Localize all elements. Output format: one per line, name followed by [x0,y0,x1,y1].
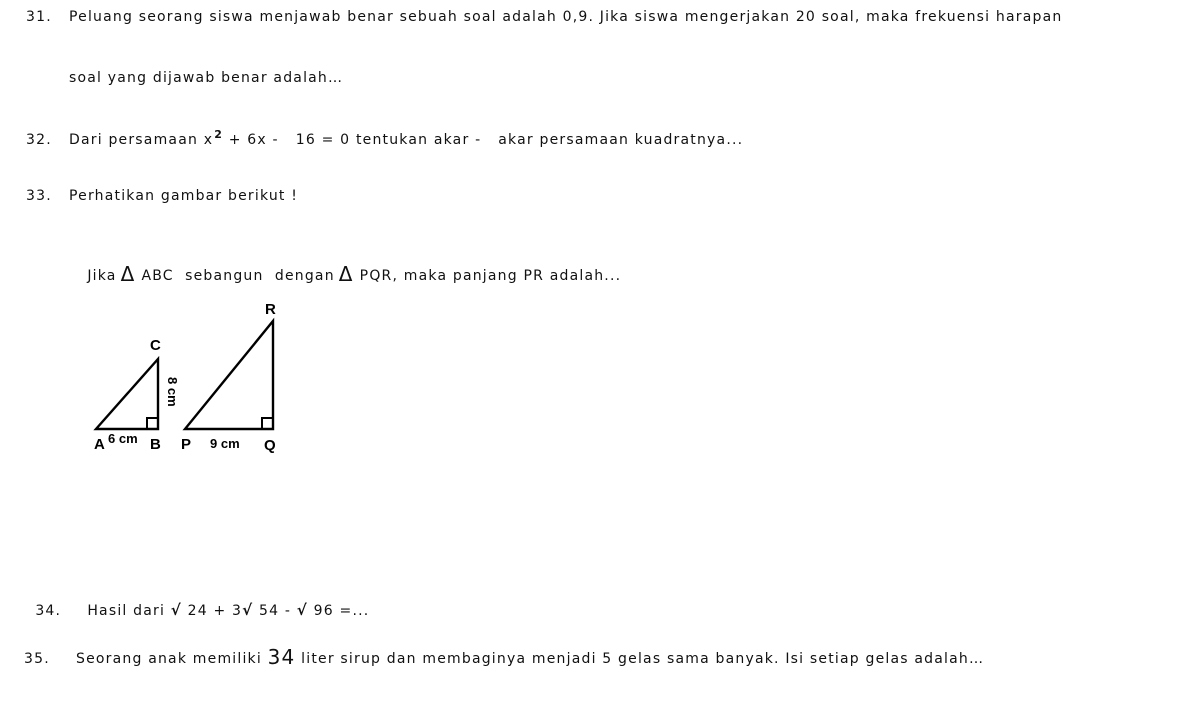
triangle-pqr-outline [185,321,273,429]
label-r: R [265,301,276,318]
triangle-symbol-2: Δ [338,262,354,286]
q31-text-line2: soal yang dijawab benar adalah… [69,70,344,86]
q33-sentence-line [76,246,621,286]
q33-sentence-c: PQR, maka panjang PR adalah... [359,268,622,284]
sqrt-symbol-2: √ [242,601,254,619]
triangle-symbol-1: Δ [120,262,136,286]
sqrt-symbol-1: √ [170,601,182,619]
side-pq-length: 9 cm [210,436,240,451]
q33-number: 33. [26,188,52,204]
q34-line [24,585,369,619]
label-q: Q [264,437,276,454]
q35-lead: Seorang anak memiliki [76,651,262,667]
q32-text-after: + 6x - 16 = 0 tentukan akar - akar persamaan kuadratnya... [223,132,744,148]
triangle-pqr [181,301,276,454]
label-p: P [181,436,192,453]
q31-text-line1: Peluang seorang siswa menjawab benar sebuah soal adalah 0,9. Jika siswa mengerjakan 20 soal, maka frekuensi harapan [69,9,1063,25]
sqrt-symbol-3: √ [296,601,308,619]
q33-prompt: Perhatikan gambar berikut ! [69,188,299,204]
q32-number: 32. [26,132,52,148]
q34-term2: 54 - [253,603,297,619]
side-ab-length: 6 cm [108,431,138,446]
q35-line [24,645,984,669]
q32-exponent: 2 [214,128,224,141]
label-c: C [150,337,161,354]
q31-number: 31. [26,9,52,25]
right-angle-marker-b [147,418,158,429]
right-angle-marker-q [262,418,273,429]
side-bc-length: 8 cm [165,377,180,407]
q35-number: 35. [24,651,50,667]
q32-text-before: Dari persamaan x [69,132,214,148]
q35-fraction: 34 [267,645,296,669]
q32-line [26,128,743,148]
q35-rest: liter sirup dan membaginya menjadi 5 gelas sama banyak. Isi setiap gelas adalah… [301,651,985,667]
q34-lead: Hasil dari [87,603,166,619]
similar-triangles-figure [88,294,298,464]
label-b: B [150,436,161,453]
q34-term1: 24 + 3 [181,603,243,619]
q34-term3: 96 =... [308,603,370,619]
q31-line1 [26,9,1062,25]
q33-sentence-a: Jika [87,268,117,284]
q33-prompt-line [26,188,298,204]
label-a: A [94,436,105,453]
q33-sentence-b: ABC sebangun dengan [141,268,335,284]
q31-line2 [69,70,343,86]
q34-number: 34. [35,603,62,619]
triangle-abc [94,337,180,453]
